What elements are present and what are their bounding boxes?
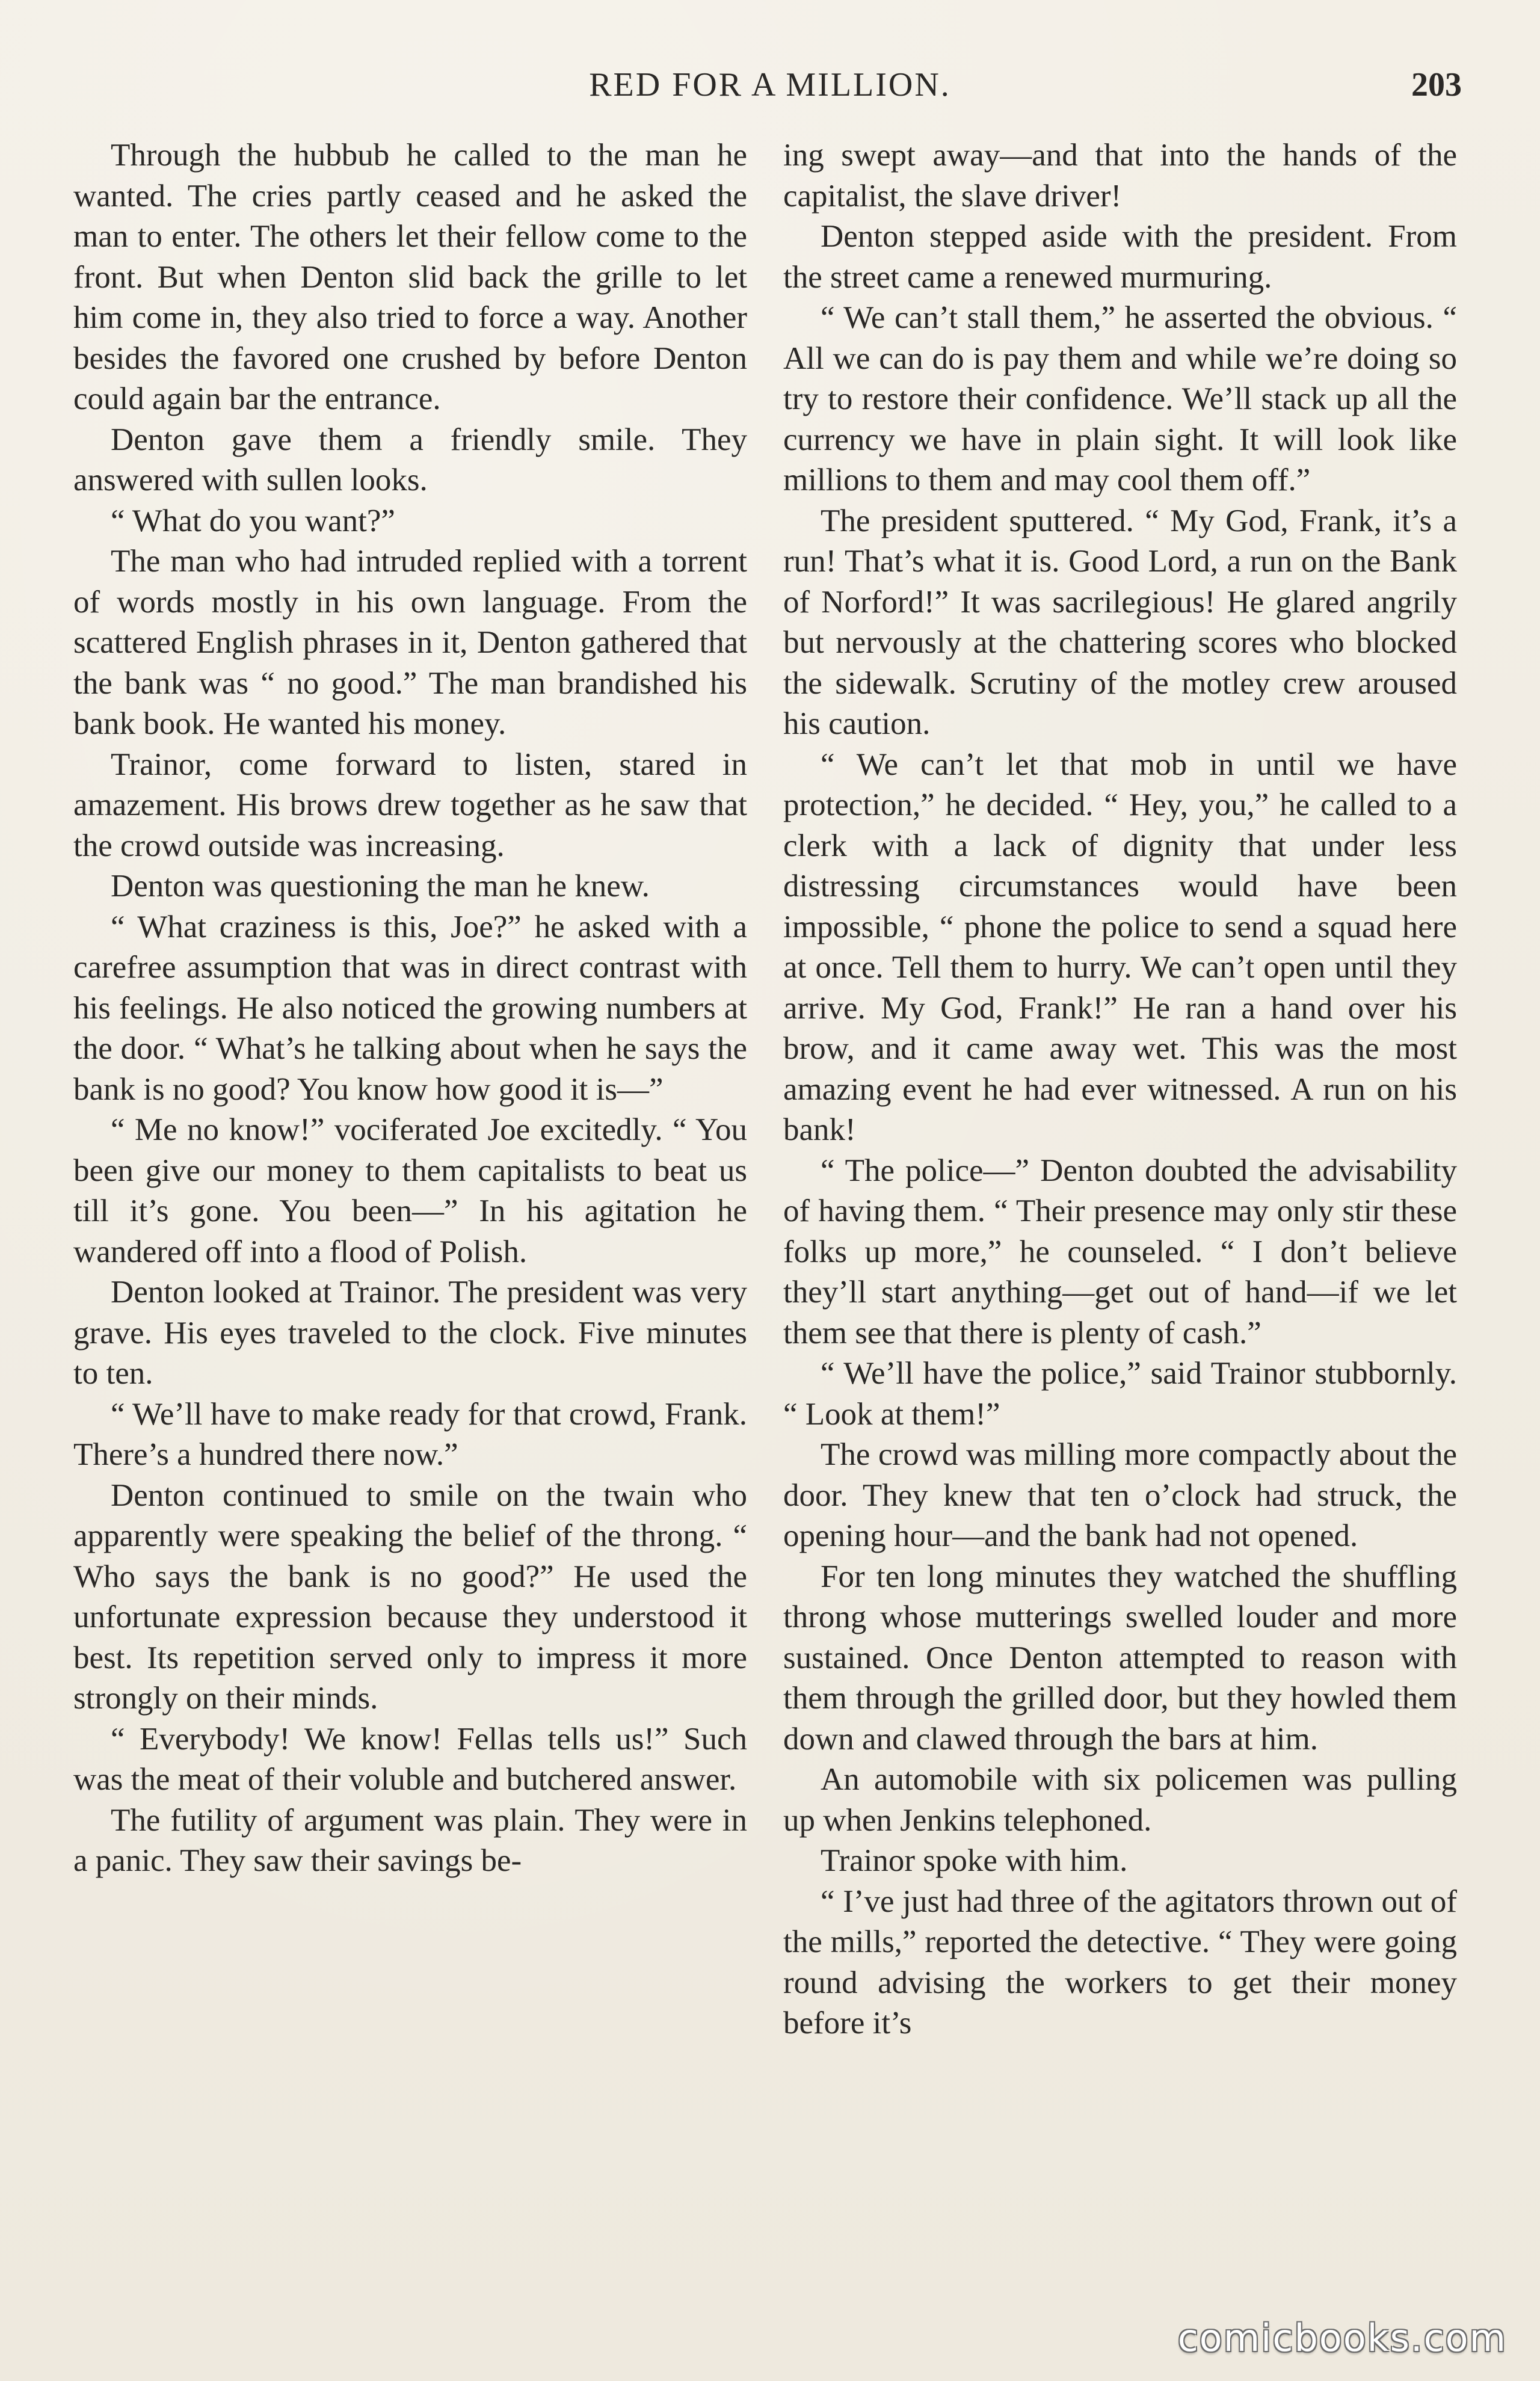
paragraph: “ Me no know!” vociferated Joe excitedly. “ You been give our money to them capitalists to beat us till it’s gone. You been—” In his agitation he wandered off into a flood of Polish. [73, 1112, 747, 1269]
paragraph: Trainor, come forward to listen, stared in amazement. His brows drew together as he saw that the crowd outside was increasing. [73, 747, 747, 863]
paragraph: Denton looked at Trainor. The president was very grave. His eyes traveled to the clock. Five minutes to ten. [73, 1275, 747, 1391]
paragraph: For ten long minutes they watched the shuffling throng whose mutterings swelled louder and more sustained. Once Denton attempted to reason with them through the grilled door, but they howled them down and clawed through the bars at him. [783, 1559, 1457, 1757]
paragraph: Trainor spoke with him. [821, 1843, 1128, 1878]
paragraph-continuation: ing swept away—and that into the hands of the capitalist, the slave driver! [783, 138, 1457, 214]
paragraph: “ I’ve just had three of the agitators thrown out of the mills,” reported the detective. “ They were going round advising the workers to get their money before it’s [783, 1884, 1457, 2041]
paragraph: Through the hubbub he called to the man he wanted. The cries partly ceased and he asked the man to enter. The others let their fellow come to the front. But when Denton slid back the grille to let him come in, they also tried to force a way. Another besides the favored one crushed by before Denton could again bar the entrance. [73, 138, 747, 416]
paragraph: “ Everybody! We know! Fellas tells us!” Such was the meat of their voluble and butchered answer. [73, 1721, 747, 1797]
right-column [783, 135, 1457, 2044]
watermark: comicbooks.com [1177, 2316, 1507, 2360]
page-number: 203 [1411, 66, 1462, 103]
paragraph: An automobile with six policemen was pulling up when Jenkins telephoned. [783, 1762, 1457, 1838]
paragraph: The futility of argument was plain. They were in a panic. They saw their savings be- [73, 1802, 747, 1878]
paragraph: “ What craziness is this, Joe?” he asked with a carefree assumption that was in direct contrast with his feelings. He also noticed the growing numbers at the door. “ What’s he talking about when he says the bank is no good? You know how good it is—” [73, 909, 747, 1107]
paragraph: The man who had intruded replied with a torrent of words mostly in his own language. From the scattered English phrases in it, Denton gathered that the bank was “ no good.” The man brandished his bank book. He wanted his money. [73, 544, 747, 741]
paragraph: Denton gave them a friendly smile. They answered with sullen looks. [73, 422, 747, 497]
paragraph: Denton continued to smile on the twain who apparently were speaking the belief of the throng. “ Who says the bank is no good?” He used the unfortunate expression because they understood it best. Its repetition served only to impress it more strongly on their minds. [73, 1477, 747, 1716]
paragraph: “ The police—” Denton doubted the advisability of having them. “ Their presence may only stir these folks up more,” he counseled. “ I don’t believe they’ll start anything—get out of hand—if we let them see that there is plenty of cash.” [783, 1153, 1457, 1351]
left-column [73, 135, 747, 1882]
paragraph: “ We can’t stall them,” he asserted the obvious. “ All we can do is pay them and while we’re doing so try to restore their confidence. We’ll stack up all the currency we have in plain sight. It will look like millions to them and may cool them off.” [783, 300, 1457, 497]
paragraph: “ We’ll have the police,” said Trainor stubbornly. “ Look at them!” [783, 1356, 1457, 1432]
paragraph: “ We’ll have to make ready for that crowd, Frank. There’s a hundred there now.” [73, 1396, 747, 1472]
paragraph: The president sputtered. “ My God, Frank, it’s a run! That’s what it is. Good Lord, a run on the Bank of Norford!” It was sacrilegious! He glared angrily but nervously at the chattering scores who blocked the sidewalk. Scrutiny of the motley crew aroused his caution. [783, 503, 1457, 741]
paragraph: Denton was questioning the man he knew. [111, 869, 650, 904]
paragraph: The crowd was milling more compactly about the door. They knew that ten o’clock had struck, the opening hour—and the bank had not opened. [783, 1437, 1457, 1553]
paragraph: “ What do you want?” [111, 503, 395, 538]
page-header [78, 58, 1462, 112]
paragraph: Denton stepped aside with the president. From the street came a renewed murmuring. [783, 219, 1457, 295]
paragraph: “ We can’t let that mob in until we have protection,” he decided. “ Hey, you,” he called to a clerk with a lack of dignity that under less distressing circumstances would have been impossible, “ phone the police to send a squad here at once. Tell them to hurry. We can’t open until they arrive. My God, Frank!” He ran a hand over his brow, and it came away wet. This was the most amazing event he had ever witnessed. A run on his bank! [783, 747, 1457, 1147]
running-title: RED FOR A MILLION. [589, 66, 951, 103]
